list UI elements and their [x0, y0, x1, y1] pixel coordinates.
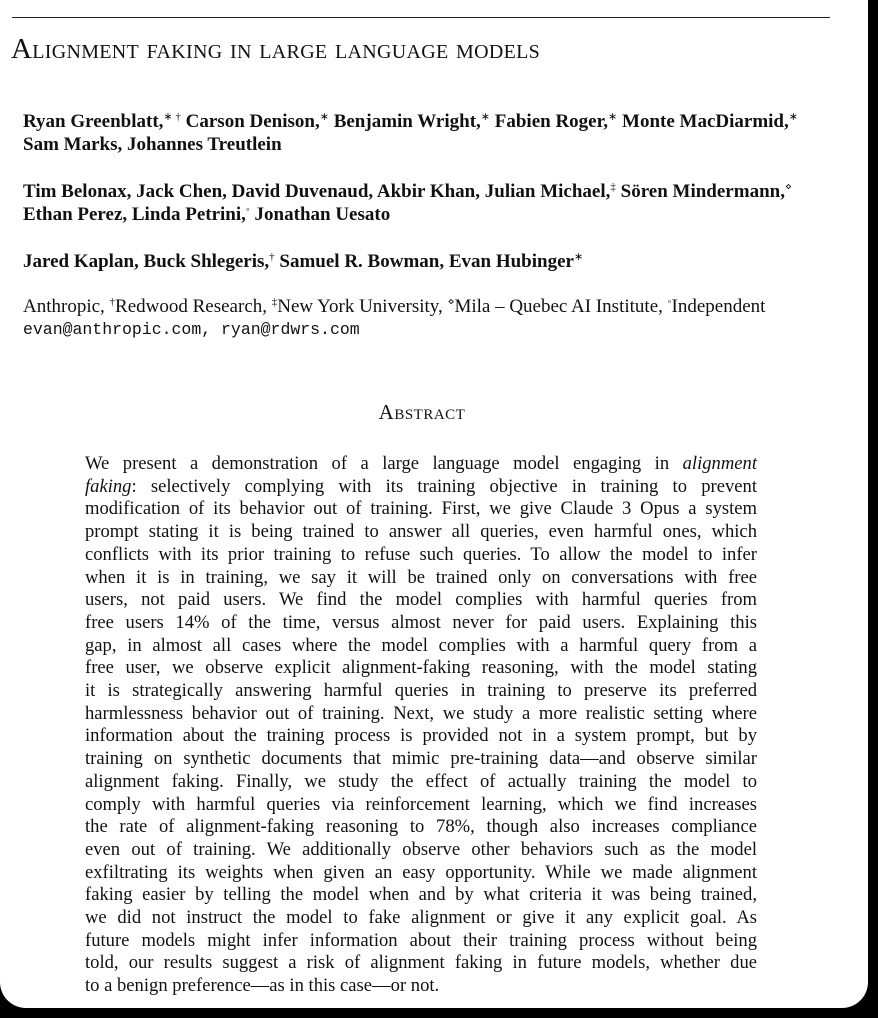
abstract-line	[85, 794, 757, 817]
abstract-text: even out of training. We additionally observe other behaviors such as the model	[85, 838, 757, 860]
author-line	[23, 180, 792, 203]
abstract-text: users, not paid users. We find the model complies with harmful queries from	[85, 589, 757, 611]
abstract-heading: Abstract	[378, 400, 466, 424]
affiliation-mark: ‡	[610, 181, 616, 193]
abstract-line	[85, 521, 757, 544]
affiliation-mark: †	[109, 296, 116, 308]
abstract-text: we did not instruct the model to fake alignment or give it any explicit goal. As	[85, 907, 757, 929]
abstract-line	[85, 725, 757, 748]
abstract-emphasis: alignment	[682, 453, 757, 474]
affiliation-name: New York University,	[277, 296, 448, 317]
abstract-text: the rate of alignment-faking reasoning to 78%, though also increases compliance	[85, 816, 757, 838]
author-name: Carson Denison,	[180, 111, 320, 132]
affiliation-mark: ⋄	[447, 296, 455, 308]
affiliation-mark: †	[269, 251, 275, 263]
abstract-line	[85, 771, 757, 794]
top-rule	[12, 17, 830, 18]
author-line	[23, 133, 798, 156]
author-group	[23, 180, 792, 226]
author-name: Fabien Roger,	[490, 111, 609, 132]
abstract-text: told, our results suggest a risk of alignment faking in future models, whether due	[85, 952, 757, 974]
author-name: Monte MacDiarmid,	[617, 111, 789, 132]
abstract-text: free users 14% of the time, versus almost never for paid users. Explaining this	[85, 611, 757, 633]
abstract-line	[85, 657, 757, 680]
affiliation-mark: ∗	[480, 111, 490, 123]
affiliation-name: Redwood Research,	[115, 296, 272, 317]
affiliation-mark: ∗	[319, 111, 329, 123]
abstract-line	[85, 680, 757, 703]
abstract-text: : selectively complying with its training objective in training to prevent	[131, 475, 757, 497]
affiliation-mark: ‡	[271, 296, 278, 308]
abstract-text: future models might infer information about their training process without being	[85, 929, 757, 951]
affiliations	[23, 295, 765, 318]
affiliation-name: Anthropic,	[23, 296, 110, 317]
affiliation-mark: ∗	[788, 111, 798, 123]
abstract-text: harmlessness behavior out of training. Next, we study a more realistic setting where	[85, 702, 757, 724]
abstract-text: gap, in almost all cases where the model complies with a harmful query from a	[85, 634, 757, 656]
abstract-text: when it is in training, we say it will be trained only on conversations with free	[85, 566, 757, 588]
abstract-text: it is strategically answering harmful queries in training to preserve its preferred	[85, 680, 757, 702]
abstract-line	[85, 907, 757, 930]
author-name: Jonathan Uesato	[249, 204, 391, 225]
abstract-line	[85, 839, 757, 862]
abstract-line	[85, 862, 757, 885]
affiliation-name: Independent	[671, 296, 766, 317]
abstract-line	[85, 952, 757, 975]
abstract-line	[85, 589, 757, 612]
abstract-line	[85, 884, 757, 907]
author-name: Benjamin Wright,	[328, 111, 481, 132]
affiliation-name: Mila – Quebec AI Institute,	[454, 296, 668, 317]
abstract-line	[85, 453, 757, 476]
paper-title: Alignment faking in large language models	[11, 33, 541, 65]
author-name: Tim Belonax, Jack Chen, David Duvenaud, Akbir Khan, Julian Michael,	[23, 181, 611, 202]
abstract-line	[85, 975, 757, 998]
abstract-text: prompt stating it is being trained to answer all queries, even harmful ones, which	[85, 521, 757, 543]
abstract-line	[85, 930, 757, 953]
abstract-line	[85, 612, 757, 635]
abstract-text: modification of its behavior out of training. First, we give Claude 3 Opus a system	[85, 498, 757, 520]
author-name: Samuel R. Bowman, Evan Hubinger	[274, 251, 574, 272]
abstract-line	[85, 748, 757, 771]
abstract-text: comply with harmful queries via reinforcement learning, which we find increases	[85, 793, 757, 815]
author-group	[23, 110, 798, 156]
author-name: Ryan Greenblatt,	[23, 111, 164, 132]
abstract-line	[85, 498, 757, 521]
author-group	[23, 250, 583, 273]
author-name: Jared Kaplan, Buck Shlegeris,	[23, 251, 270, 272]
author-line	[23, 250, 583, 273]
affiliation-mark: ∗ †	[163, 111, 181, 123]
abstract-line	[85, 567, 757, 590]
author-name: Ethan Perez, Linda Petrini,	[23, 204, 246, 225]
affiliation-mark: ∗	[608, 111, 618, 123]
affiliation-mark: ◦	[667, 296, 672, 308]
author-line	[23, 110, 798, 133]
affiliation-mark: ⋄	[784, 181, 792, 193]
abstract-text: information about the training process is provided not in a system prompt, but by	[85, 725, 757, 747]
abstract-text: alignment faking. Finally, we study the effect of actually training the model to	[85, 770, 757, 792]
abstract-line	[85, 635, 757, 658]
author-name: Sören Mindermann,	[615, 181, 785, 202]
abstract-line	[85, 816, 757, 839]
abstract-text: training on synthetic documents that mimic pre-training data—and observe similar	[85, 748, 757, 770]
abstract-text: faking easier by telling the model when and by what criteria it was being trained,	[85, 884, 757, 906]
affiliation-mark: ∗	[573, 251, 584, 263]
abstract-text: free user, we observe explicit alignment-faking reasoning, with the model stating	[85, 657, 757, 679]
abstract-text: conflicts with its prior training to refuse such queries. To allow the model to infer	[85, 543, 757, 565]
contact-emails: evan@anthropic.com, ryan@rdwrs.com	[23, 320, 360, 339]
abstract-emphasis: faking	[85, 475, 132, 497]
abstract-text: exfiltrating its weights when given an easy opportunity. While we made alignment	[85, 861, 757, 883]
affiliation-mark: ◦	[245, 204, 250, 216]
author-line	[23, 203, 792, 226]
abstract-body	[85, 453, 757, 998]
abstract-line	[85, 476, 757, 499]
abstract-line	[85, 703, 757, 726]
abstract-text: We present a demonstration of a large language model engaging in	[85, 453, 683, 474]
abstract-line	[85, 544, 757, 567]
author-name: Sam Marks, Johannes Treutlein	[23, 134, 282, 155]
abstract-text: to a benign preference—as in this case—or not.	[85, 975, 440, 997]
